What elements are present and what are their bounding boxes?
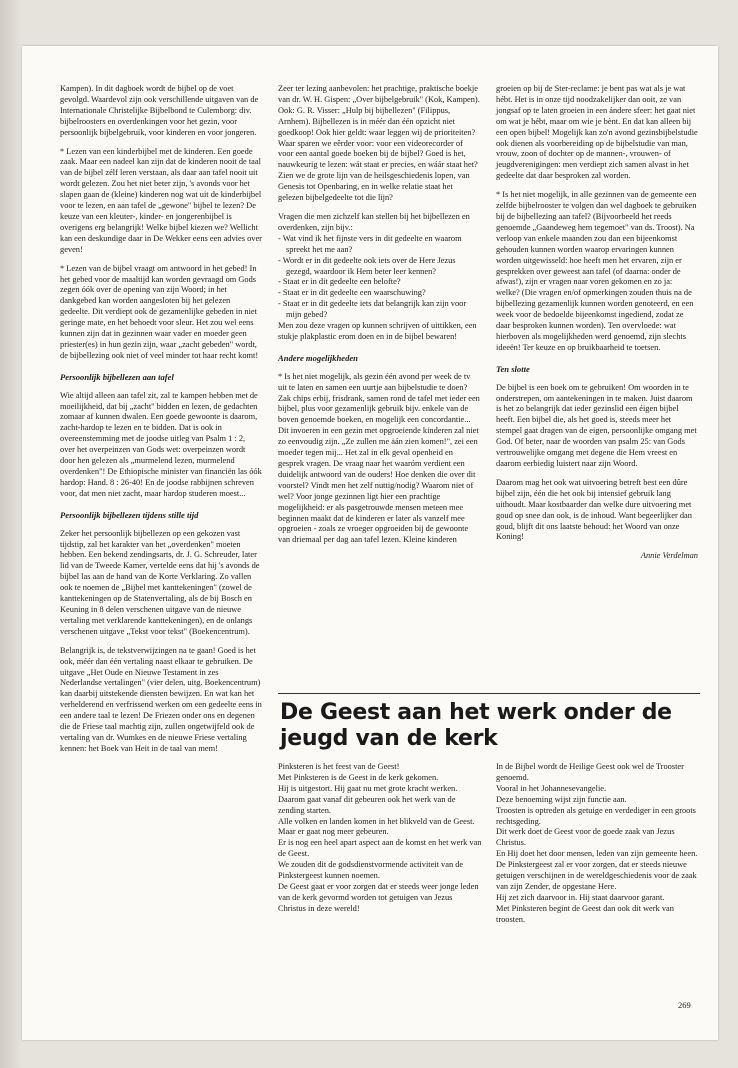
text-line: Deze benoeming wijst zijn functie aan. xyxy=(496,794,627,804)
text-line: Alle volken en landen komen in het blikveld van de Geest. xyxy=(278,816,475,826)
paragraph: Wie altijd alleen aan tafel zit, zal te kampen hebben met de moeilijkheid, dat bij „zacht" bidden en lezen, de gedachten zomaar af kunnen dwalen. Een goede gewoonte is daarom, zacht-hardop te lezen en te bidden. Dat is ook in overeenstemming met de joodse uitleg van Psalm 1 : 2, over het overpeinzen van Gods wet: overpeinzen wordt door hen gelezen als „murmelend lezen, murmelend overdenken"! De Ethiopische minister van financiën las óók hardop: Hand. 8 : 26-40! En de joodse rabbijnen schreven voor, dat men niet zacht, maar hardop studeren moest... xyxy=(60,390,262,498)
paragraph: Vragen die men zichzelf kan stellen bij het bijbellezen en overdenken, zijn bijv.: xyxy=(278,211,470,232)
article-divider xyxy=(278,693,700,694)
paragraph: * Is het niet mogelijk, in alle gezinnen van de gemeente een zelfde bijbelrooster te volgen dan wel dagboek te gebruiken bij de bijbellezing aan tafel? (Bijvoorbeeld het reeds genoemde „Gaandeweg hem tegemoet" van ds. Troost). Na verloop van enkele maanden zou dan een bijeenkomst gehouden kunnen worden waarop ervaringen kunnen worden uitgewisseld: hoe heeft men het ervaren, zijn er gesprekken over geweest aan tafel (of daarna: onder de afwas!), zijn er vragen naar voren gekomen en zo ja: welke? (Die vragen en/of opmerkingen zouden thuis na de bijbellezing gezamenlijk kunnen worden genoteerd, en een week voor de bedoelde bijeenkomst ingediend, zodat ze daar besproken kunnen worden). Ten overvloede: wat hierboven als mogelijkheden werd genoemd, zijn slechts ideeën! Ter keuze en op bruikbaarheid te toetsen. xyxy=(496,190,697,352)
article2-right-column xyxy=(496,762,700,926)
paragraph: * Lezen van de bijbel vraagt om antwoord in het gebed! In het gebed voor de maaltijd kan worden gevraagd om Gods zegen óók over de opening van zijn Woord; in het dankgebed kan worden aangesloten bij het gelezen gedeelte. Dit verdiept ook de gezamenlijke gebeden in niet geringe mate, en het behoedt voor sleur. Het zou wel eens kunnen zijn dat in gezinnen waar vader en moeder geen priester(es) in hun gezin zijn, waar „zacht gebeden" wordt, de bijbellezing ook niet of veel minder tot haar recht komt! xyxy=(60,263,259,360)
paragraph: Belangrijk is, de tekstverwijzingen na te gaan! Goed is het ook, méér dan één vertaling naast elkaar te gebruiken. De uitgave „Het Oude en Nieuwe Testament in zes Nederlandse vertalingen" (vier delen, uitg. Boekencentrum) kan daarbij uitstekende diensten bewijzen. En wat kan het verhelderend en verfrissend werken om een gedeelte eens in een andere taal te lezen! De Friezen onder ons en degenen die de Friese taal machtig zijn, zullen ongetwijfeld ook de vertaling van dr. Wumkes en de nieuwe Friese vertaling kennen: het Boek van Heit in de taal van mem! xyxy=(60,645,262,753)
section-heading: Persoonlijk bijbellezen tijdens stille tijd xyxy=(60,509,199,520)
paragraph: * Lezen van een kinderbijbel met de kinderen. Een goede zaak. Maar een nadeel kan zijn dat de kinderen nooit de taal van de bijbel zélf leren verstaan, als daar aan tafel nooit uit wordt gelezen. Zou het niet beter zijn, 's avonds voor het slapen gaan de (kleine) kinderen nog wat uit de kinderbijbel voor te lezen, en aan tafel de „gewone" bijbel te lezen? De keuze van een kleuter-, kinder- en jongerenbijbel is overigens erg belangrijk! Welke bijbel kiezen we? Wellicht kan een deskundige daar in De Wekker eens een advies over geven! xyxy=(60,146,262,254)
question-item: - Staat er in dit gedeelte een belofte? xyxy=(278,277,401,287)
text-line: Vooral in het Johannesevangelie. xyxy=(496,783,607,793)
question-item: - Wat vind ik het fijnste vers in dit gedeelte en waarom spreekt het me aan? xyxy=(278,233,462,254)
section-heading: Andere mogelijkheden xyxy=(278,352,358,363)
article-headline: De Geest aan het werk onder de jeugd van de kerk xyxy=(280,700,672,751)
text-line: Pinksteren is het feest van de Geest! xyxy=(278,762,400,771)
text-line: En Hij doet het door mensen, leden van zijn gemeente heen. xyxy=(496,849,698,859)
paragraph: Zeer ter lezing aanbevolen: het prachtige, praktische boekje van dr. W. H. Gispen: „Over bijbelgebruik" (Kok, Kampen). Ook: G. R. Visser: „Hulp bij bijbellezen" (Filippus, Arnhem). Bijbellezen is in méér dan één opzicht niet goedkoop! Ook hier geldt: waar leggen wij de prioriteiten? Waar sparen we eêrder voor: voor een videorecorder of voor een aantal goede boeken bij de bijbel? Goed is het, nauwkeurig te lezen: wát staat er precies, en wáár staat het? Zien we de grote lijn van de heilsgeschiedenis lopen, van Genesis tot Openbaring, en in welke relatie staat het gelezen bijbelgedeelte tot die lijn? xyxy=(278,84,480,203)
question-item: - Staat er in dit gedeelte iets dat belangrijk kan zijn voor mijn gebed? xyxy=(278,299,467,320)
text-line: Met Pinksteren begint de Geest dan ook dit werk van troosten. xyxy=(496,903,674,924)
section-heading: Ten slotte xyxy=(496,363,530,374)
text-line: In de Bijbel wordt de Heilige Geest ook wel de Trooster genoemd. xyxy=(496,762,684,782)
book-spine-shadow xyxy=(0,0,22,1068)
text-line: De Geest gaat er voor zorgen dat er steeds weer jonge leden van de kerk gevormd worden tot getuigen van Jezus Christus in deze wereld! xyxy=(278,881,479,913)
paragraph: groeien op bij de Ster-reclame: je bent pas wat als je wat hébt. Het is in onze tijd noodzakelijker dan ooit, ze van jongsaf op te laten groeien in een ándere sfeer: het gaat niet om wat je hébt, maar om wie je bènt. En dat kan alleen bij een open bijbel! Mogelijk kan zo'n avond gezinsbijbelstudie ook dienen als voorbereiding op de bijbelstudie van man, vrouw, zoon of dochter op de mannen-, vrouwen- of jeugdverenigingen: men verdiept zich samen alvast in het gedeelte dat daar besproken zal worden. xyxy=(496,84,698,181)
text-line: Troosten is optreden als getuige en verdediger in een groots rechtsgeding. xyxy=(496,805,696,826)
column-3 xyxy=(496,84,698,562)
article2-left-column xyxy=(278,762,482,915)
text-line: De Pinkstergeest zal er voor zorgen, dat er steeds nieuwe getuigen verschijnen in de wereldgeschiedenis voor de zaak van zijn Zender, de opgestane Here. xyxy=(496,860,697,891)
text-line: Maar er gaat nog meer gebeuren. xyxy=(278,827,389,837)
paragraph: Kampen). In dit dagboek wordt de bijbel op de voet gevolgd. Waardevol zijn ook verschillende uitgaven van de Internationale Christelijke Bijbelbond te Culemborg: div. bijbelroosters en overdenkingen voor het gezin, voor persoonlijk bijbelgebruik, voor kinderen en voor jongeren. xyxy=(60,84,259,137)
page-number: 269 xyxy=(678,1000,691,1010)
text-line: We zouden dit de godsdienstvormende activiteit van de Pinkstergeest kunnen noemen. xyxy=(278,860,464,881)
text-line: Dit werk doet de Geest voor de goede zaak van Jezus Christus. xyxy=(496,827,675,848)
paragraph: Zeker het persoonlijk bijbellezen op een gekozen vast tijdstip, zal het karakter van het „overdenken" moeten hebben. Een bekend zendingsarts, dr. J. G. Schreuder, later lid van de Tweede Kamer, vertelde eens dat hij 's avonds de bijbel las aan de hand van de Korte Verklaring. Zo vallen ook te noemen de „Bijbel met kanttekeningen" (zowel de kanttekeningen op de Statenvertaling, als de bij Bosch en Keuning in 8 delen verschenen uitgave van de nieuwe vertaling met verklarende kanttekeningen), en de onlangs verschenen uitgave „Tekst voor tekst" (Boekencentrum). xyxy=(60,528,260,636)
text-line: Hij zet zich daarvoor in. Hij staat daarvoor garant. xyxy=(496,892,665,902)
paragraph: * Is het niet mogelijk, als gezin één avond per week de tv uit te laten en samen een uurtje aan bijbelstudie te doen? Zak chips erbij, frisdrank, samen rond de tafel met ieder een bijbel, plus voor gezamenlijk gebruik bijv. enkele van de boven genoemde boeken, en mogelijk een concordantie... Dit invoeren in een gezin met opgroeiende kinderen zal niet zo eenvoudig zijn. „Ze zullen me ȧán zien komen!", zei een moeder tegen mij... Het zal in elk geval openheid en gesprek vragen. De vraag naar het waaróm verdient een duidelijk antwoord van de ouders! Hoe denken die over dit voorstel? Vindt men het zelf nuttig/nodig? Waarom niet of wel? Voor jonge gezinnen ligt hier een prachtige mogelijkheid: er als pasgetrouwde mensen meteen mee beginnen maakt dat de kinderen er later als vanzelf mee opgroeien - zoals ze vroeger opgroeiden bij de gewoonte van driemaal per dag aan tafel lezen. Kleine kinderen xyxy=(278,371,480,545)
question-item: - Staat er in dit gedeelte een waarschuwing? xyxy=(278,288,426,298)
author-signature: Annie Verdelman xyxy=(640,551,698,561)
question-item: - Wordt er in dit gedeelte ook iets over de Here Jezus gezegd, waardoor ik Hem beter leer kennen? xyxy=(278,255,456,276)
paragraph: De bijbel is een boek om te gebruiken! Om woorden in te onderstrepen, om aantekeningen in te maken. Juist daarom is het zo belangrijk dat ieder gezinslid een éigen bijbel heeft. Een bijbel die, als het goed is, steeds meer het stempel gaat dragen van de eigen, persoonlijke omgang met God. Of beter, naar de woorden van psalm 25: van Gods vertrouwelijke omgang met degene die Hem vreest en daarom eerbiedig luistert naar zijn Woord. xyxy=(496,382,697,468)
paragraph: Men zou deze vragen op kunnen schrijven of uittikken, een stukje plakplastic erom doen en in de bijbel bewaren! xyxy=(278,321,477,341)
column-2 xyxy=(278,84,480,554)
text-line: Met Pinksteren is de Geest in de kerk gekomen. xyxy=(278,772,439,782)
text-line: Er is nog een heel apart aspect aan de komst en het werk van de Geest. xyxy=(278,838,482,859)
column-1 xyxy=(60,84,262,763)
paragraph: Daarom mag het ook wat uitvoering betreft best een dûre bijbel zijn, één die het ook bij intensief gebruik lang uithoudt. Maar kostbaarder dan welke dure uitvoering met goud op snee dan ook, is de inhoud. Want begeerlijker dan goud, blijft dit ons laatste behoud: het Woord van onze Koning! xyxy=(496,477,692,542)
text-line: Daarom gaat vanaf dit gebeuren ook het werk van de zending starten. xyxy=(278,794,456,815)
section-heading: Persoonlijk bijbellezen aan tafel xyxy=(60,371,174,382)
text-line: Hij is uitgestort. Hij gaat nu met grote kracht werken. xyxy=(278,783,458,793)
